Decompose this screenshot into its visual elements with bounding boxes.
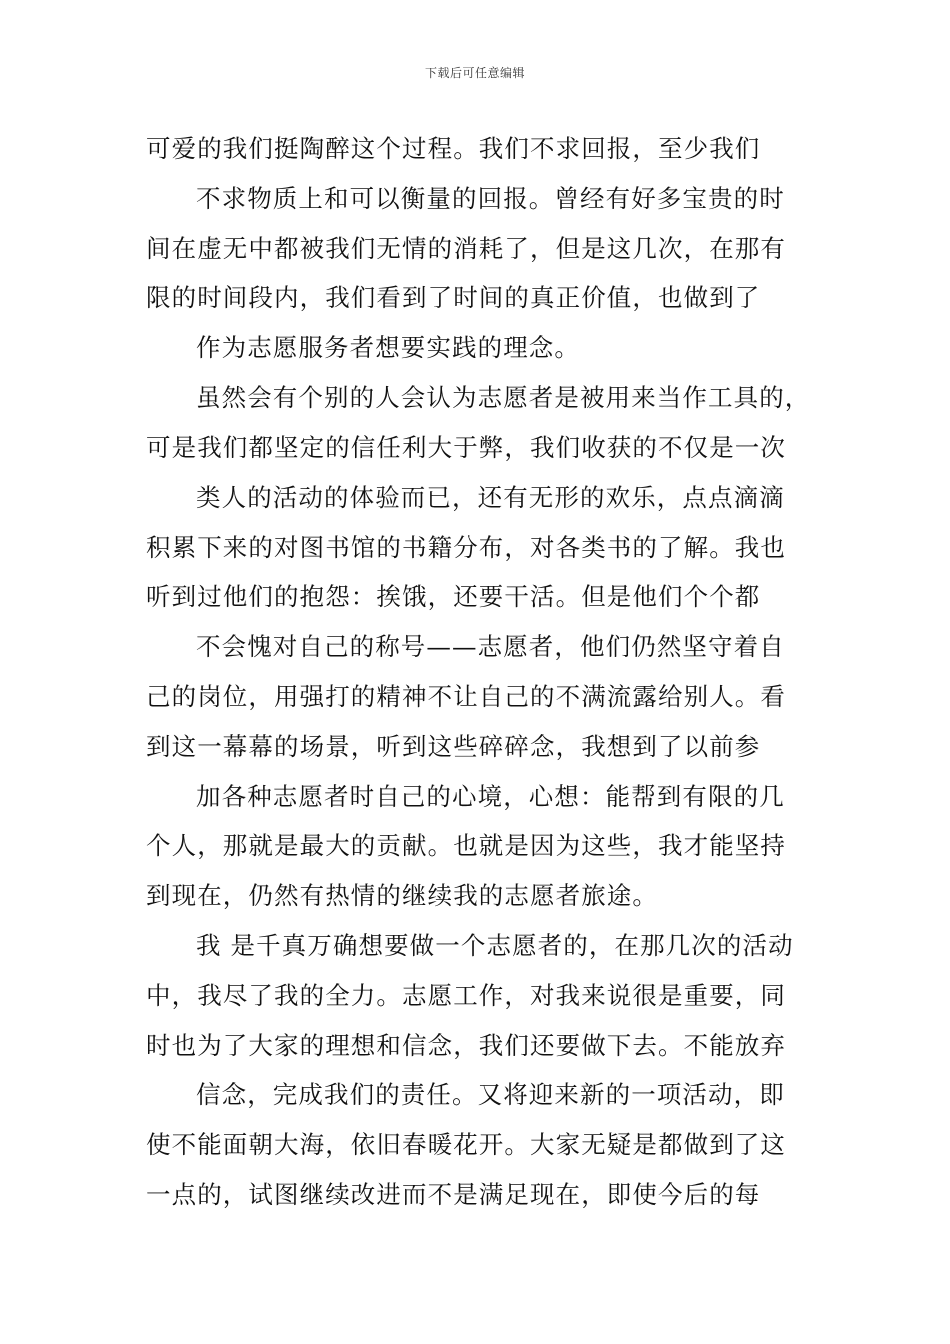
text-line-8: 类人的活动的体验而已，还有无形的欢乐，点点滴滴 <box>196 483 785 512</box>
page-header: 下载后可任意编辑 <box>424 66 525 80</box>
text-line-14: 加各种志愿者时自己的心境，心想：能帮到有限的几 <box>196 782 785 811</box>
text-line-13: 到这一幕幕的场景，听到这些碎碎念，我想到了以前参 <box>146 732 761 761</box>
text-line-21: 使不能面朝大海，依旧春暖花开。大家无疑是都做到了这 <box>146 1130 786 1159</box>
text-line-1: 可爱的我们挺陶醉这个过程。我们不求回报，至少我们 <box>146 134 761 163</box>
text-line-3: 间在虚无中都被我们无情的消耗了，但是这几次，在那有 <box>146 234 786 263</box>
text-line-4: 限的时间段内，我们看到了时间的真正价值，也做到了 <box>146 283 761 312</box>
text-line-15: 个人，那就是最大的贡献。也就是因为这些，我才能坚持 <box>146 831 786 860</box>
text-line-11: 不会愧对自己的称号——志愿者，他们仍然坚守着自 <box>196 632 785 661</box>
text-line-17: 我 是千真万确想要做一个志愿者的，在那几次的活动 <box>196 931 794 960</box>
text-line-18: 中，我尽了我的全力。志愿工作，对我来说很是重要，同 <box>146 981 786 1010</box>
text-line-20: 信念，完成我们的责任。又将迎来新的一项活动，即 <box>196 1080 785 1109</box>
text-line-10: 听到过他们的抱怨：挨饿，还要干活。但是他们个个都 <box>146 582 761 611</box>
text-line-5: 作为志愿服务者想要实践的理念。 <box>196 333 580 362</box>
text-line-9: 积累下来的对图书馆的书籍分布，对各类书的了解。我也 <box>146 533 786 562</box>
text-line-12: 己的岗位，用强打的精神不让自己的不满流露给别人。看 <box>146 682 786 711</box>
text-line-6: 虽然会有个别的人会认为志愿者是被用来当作工具的， <box>196 383 811 412</box>
text-line-22: 一点的，试图继续改进而不是满足现在，即使今后的每 <box>146 1180 761 1209</box>
text-line-2: 不求物质上和可以衡量的回报。曾经有好多宝贵的时 <box>196 184 785 213</box>
text-line-19: 时也为了大家的理想和信念，我们还要做下去。不能放弃 <box>146 1031 786 1060</box>
text-line-16: 到现在，仍然有热情的继续我的志愿者旅途。 <box>146 881 658 910</box>
text-line-7: 可是我们都坚定的信任利大于弊，我们收获的不仅是一次 <box>146 433 786 462</box>
